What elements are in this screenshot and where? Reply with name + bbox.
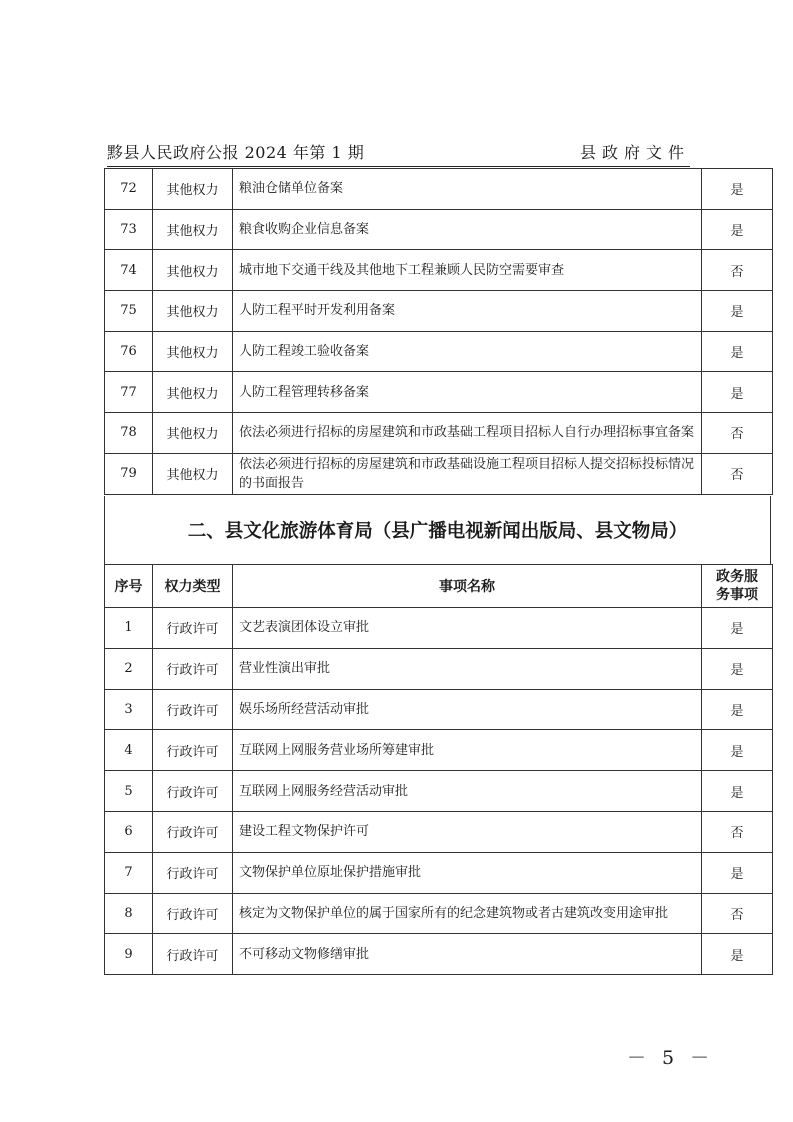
row-number-text: 73	[120, 222, 137, 238]
gov-service-flag	[702, 169, 773, 210]
power-type-text: 行政许可	[166, 663, 219, 679]
power-type-text: 行政许可	[166, 703, 219, 719]
gov-service-flag	[702, 852, 773, 893]
gov-service-flag	[702, 771, 773, 812]
table-row	[105, 934, 773, 975]
page-header	[107, 140, 690, 166]
power-type-text: 其他权力	[166, 264, 219, 280]
power-type	[153, 331, 233, 372]
item-name-text: 娱乐场所经营活动审批	[239, 701, 370, 717]
item-name-text: 依法必须进行招标的房屋建筑和市政基础工程项目招标人自行办理招标事宜备案	[239, 425, 695, 441]
table-row	[105, 893, 773, 934]
gov-service-flag	[702, 331, 773, 372]
item-name-text: 不可移动文物修缮审批	[239, 946, 370, 962]
row-number	[105, 852, 153, 893]
power-type	[153, 852, 233, 893]
power-type-text: 行政许可	[166, 785, 219, 801]
gov-service-flag	[702, 291, 773, 332]
item-name-text: 核定为文物保护单位的属于国家所有的纪念建筑物或者古建筑改变用途审批	[239, 905, 669, 921]
power-type	[153, 648, 233, 689]
item-name	[233, 771, 702, 812]
gov-service-flag-text: 是	[730, 346, 744, 362]
power-type-text: 其他权力	[166, 346, 219, 362]
power-type-text: 其他权力	[166, 183, 219, 199]
gov-service-flag	[702, 893, 773, 934]
header-name: 事项名称	[233, 565, 702, 608]
gov-service-flag	[702, 648, 773, 689]
power-type-text: 行政许可	[166, 826, 219, 842]
item-name-text: 人防工程平时开发利用备案	[239, 303, 396, 319]
row-number	[105, 648, 153, 689]
gov-service-flag-text: 是	[730, 948, 744, 964]
power-type-text: 行政许可	[166, 907, 219, 923]
power-type-text: 行政许可	[166, 948, 219, 964]
power-type-text: 行政许可	[166, 867, 219, 883]
gov-service-flag	[702, 453, 773, 494]
power-type	[153, 608, 233, 649]
item-name-text: 粮油仓储单位备案	[239, 181, 344, 197]
gov-service-flag	[702, 250, 773, 291]
power-type-text: 行政许可	[166, 744, 219, 760]
gov-service-flag-text: 否	[730, 264, 744, 280]
gov-service-flag-text: 是	[730, 622, 744, 638]
power-type-text: 其他权力	[166, 305, 219, 321]
row-number-text: 3	[124, 701, 133, 717]
table-row	[105, 689, 773, 730]
gov-service-flag	[702, 689, 773, 730]
row-number	[105, 811, 153, 852]
item-name	[233, 730, 702, 771]
item-name	[233, 291, 702, 332]
row-number	[105, 413, 153, 454]
table-row	[105, 648, 773, 689]
power-type	[153, 372, 233, 413]
item-name-text: 文艺表演团体设立审批	[239, 620, 370, 636]
table-row	[105, 413, 773, 454]
row-number-text: 2	[124, 661, 133, 677]
table-row	[105, 453, 773, 494]
table-header-row	[105, 565, 773, 608]
item-name-text: 互联网上网服务经营活动审批	[239, 783, 409, 799]
power-type	[153, 811, 233, 852]
item-name	[233, 852, 702, 893]
item-name-text: 依法必须进行招标的房屋建筑和市政基础设施工程项目招标人提交招标投标情况的书面报告	[239, 456, 695, 491]
item-name	[233, 169, 702, 210]
power-type	[153, 934, 233, 975]
table-row	[105, 730, 773, 771]
gov-service-flag-text: 是	[730, 785, 744, 801]
item-name	[233, 811, 702, 852]
row-number	[105, 934, 153, 975]
table-row	[105, 372, 773, 413]
item-name	[233, 453, 702, 494]
power-type-text: 其他权力	[166, 224, 219, 240]
power-type	[153, 730, 233, 771]
item-name-text: 人防工程竣工验收备案	[239, 344, 370, 360]
document-category: 县政府文件	[579, 143, 690, 162]
gov-service-flag-text: 是	[730, 744, 744, 760]
gov-service-flag	[702, 608, 773, 649]
item-name	[233, 608, 702, 649]
item-name	[233, 893, 702, 934]
power-type	[153, 413, 233, 454]
row-number-text: 9	[124, 946, 133, 962]
power-type	[153, 169, 233, 210]
row-number	[105, 372, 153, 413]
table-row	[105, 811, 773, 852]
item-name-text: 营业性演出审批	[239, 661, 331, 677]
row-number-text: 74	[120, 262, 137, 278]
row-number-text: 75	[120, 303, 137, 319]
row-number-text: 78	[120, 425, 137, 441]
gov-service-flag	[702, 372, 773, 413]
power-type-text: 其他权力	[166, 386, 219, 402]
table-row	[105, 771, 773, 812]
power-type-text: 其他权力	[166, 427, 219, 443]
row-number	[105, 250, 153, 291]
power-type	[153, 689, 233, 730]
gov-service-flag-text: 是	[730, 703, 744, 719]
header-type: 权力类型	[153, 565, 233, 608]
header-num: 序号	[105, 565, 153, 608]
row-number-text: 7	[124, 865, 133, 881]
gov-service-flag	[702, 209, 773, 250]
item-name-text: 人防工程管理转移备案	[239, 384, 370, 400]
row-number	[105, 291, 153, 332]
table-row	[105, 209, 773, 250]
row-number-text: 6	[124, 824, 133, 840]
table-row	[105, 291, 773, 332]
gov-service-flag-text: 否	[730, 907, 744, 923]
section-title: 二、县文化旅游体育局（县广播电视新闻出版局、县文物局）	[104, 496, 771, 564]
item-name	[233, 331, 702, 372]
gov-service-flag-text: 是	[730, 386, 744, 402]
row-number	[105, 453, 153, 494]
table-row	[105, 852, 773, 893]
row-number-text: 8	[124, 905, 133, 921]
row-number	[105, 209, 153, 250]
gov-service-flag-text: 否	[730, 826, 744, 842]
table-row	[105, 169, 773, 210]
row-number	[105, 169, 153, 210]
gov-service-flag	[702, 730, 773, 771]
item-name	[233, 250, 702, 291]
gov-service-flag	[702, 934, 773, 975]
item-name	[233, 372, 702, 413]
item-name-text: 粮食收购企业信息备案	[239, 222, 370, 238]
row-number-text: 5	[124, 783, 133, 799]
power-type	[153, 771, 233, 812]
item-name-text: 建设工程文物保护许可	[239, 824, 370, 840]
gov-service-flag-text: 是	[730, 305, 744, 321]
row-number	[105, 331, 153, 372]
power-type	[153, 209, 233, 250]
gov-service-flag-text: 是	[730, 663, 744, 679]
page-number: － 5 －	[627, 1047, 715, 1069]
row-number-text: 77	[120, 384, 137, 400]
header-service-line2: 务事项	[716, 587, 758, 603]
gov-service-flag-text: 否	[730, 427, 744, 443]
gov-service-flag-text: 否	[730, 468, 744, 484]
row-number-text: 79	[120, 466, 137, 482]
gov-service-flag-text: 是	[730, 867, 744, 883]
item-name	[233, 413, 702, 454]
power-type-text: 行政许可	[166, 622, 219, 638]
power-type	[153, 250, 233, 291]
gov-service-flag-text: 是	[730, 183, 744, 199]
power-type	[153, 453, 233, 494]
item-name-text: 互联网上网服务营业场所筹建审批	[239, 742, 435, 758]
power-type	[153, 893, 233, 934]
header-service-line1: 政务服	[716, 569, 758, 585]
row-number	[105, 893, 153, 934]
table-row	[105, 250, 773, 291]
item-name-text: 文物保护单位原址保护措施审批	[239, 865, 422, 881]
gov-service-flag-text: 是	[730, 224, 744, 240]
item-name	[233, 648, 702, 689]
bulletin-title: 黟县人民政府公报 2024 年第 1 期	[107, 143, 365, 162]
header-service	[702, 565, 773, 608]
power-type-text: 其他权力	[166, 468, 219, 484]
row-number	[105, 730, 153, 771]
power-type	[153, 291, 233, 332]
item-name-text: 城市地下交通干线及其他地下工程兼顾人民防空需要审查	[239, 262, 565, 278]
item-name	[233, 689, 702, 730]
row-number	[105, 771, 153, 812]
row-number	[105, 689, 153, 730]
row-number-text: 1	[124, 620, 133, 636]
table-row	[105, 608, 773, 649]
power-list-table-continued	[104, 168, 773, 495]
row-number-text: 4	[124, 742, 133, 758]
gov-service-flag	[702, 811, 773, 852]
row-number-text: 76	[120, 344, 137, 360]
row-number	[105, 608, 153, 649]
header-rule	[107, 166, 690, 167]
culture-bureau-power-table	[104, 564, 773, 975]
table-row	[105, 331, 773, 372]
item-name	[233, 934, 702, 975]
gov-service-flag	[702, 413, 773, 454]
row-number-text: 72	[120, 181, 137, 197]
item-name	[233, 209, 702, 250]
